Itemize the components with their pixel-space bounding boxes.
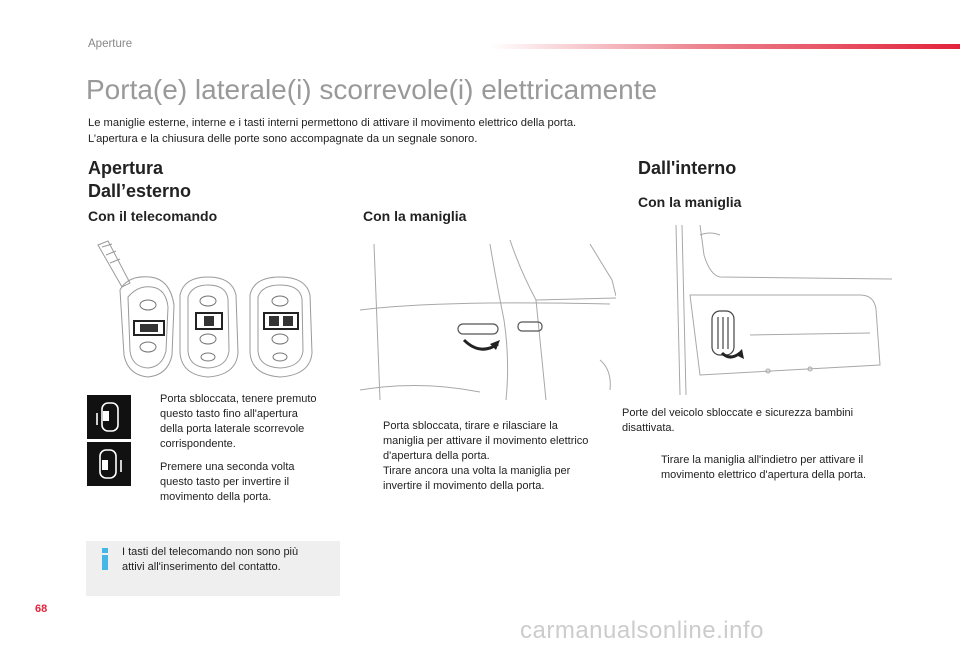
bullet-line: movimento della porta. [160,491,272,503]
interior-handle-illustration [660,225,892,395]
door-right-icon [87,442,131,486]
info-line: I tasti del telecomando non sono più [122,546,299,558]
bullet-line: Premere una seconda volta [160,461,295,473]
note-line: disattivata. [622,422,675,434]
right-note [622,406,902,436]
bullet-line: questo tasto fino all'apertura [160,408,298,420]
bullet-line: movimento elettrico d'apertura della porta. [661,469,867,481]
bullet-line: maniglia per attivare il movimento elettrico [383,435,589,447]
exterior-handle-illustration [360,240,616,400]
bullet-line: corrispondente. [160,438,236,450]
bullet-2-left [140,460,340,505]
note-line: Porte del veicolo sbloccate e sicurezza bambini [622,407,854,419]
heading-apertura: Apertura [88,158,164,178]
bullet-marker-icon [140,460,160,505]
remote-keys-illustration [88,235,338,385]
info-icon [98,547,112,571]
bullet-marker-icon [140,392,160,452]
intro-line: L’apertura e la chiusura delle porte sono accompagnate da un segnale sonoro. [88,133,478,145]
section-label: Aperture [88,38,133,50]
bullet-marker-icon [363,419,383,464]
intro-line: Le maniglie esterne, interne e i tasti interni permettono di attivare il movimento elettrico della porta. [88,117,577,129]
bullet-line: questo tasto per invertire il [160,476,290,488]
bullet-line: Porta sbloccata, tenere premuto [160,393,317,405]
heading-dall-esterno: Dall’esterno [88,181,192,201]
intro-text [88,115,576,147]
bullet-marker-icon [641,453,661,483]
subheading-maniglia-interna: Con la maniglia [638,194,742,210]
bullet-line: Porta sbloccata, tirare e rilasciare la [383,420,558,432]
watermark: carmanualsonline.info [520,617,764,644]
bullet-1-left [140,392,340,452]
bullet-line: invertire il movimento della porta. [383,480,545,492]
page-number: 68 [35,603,48,615]
bullet-line: della porta laterale scorrevole [160,423,305,435]
bullet-line: Tirare la maniglia all'indietro per attivare il [661,454,864,466]
bullets-middle [363,419,623,494]
heading-dall-interno: Dall'interno [638,158,737,178]
info-box [86,541,340,596]
subheading-maniglia-esterna: Con la maniglia [363,208,467,224]
door-left-icon [87,395,131,439]
bullet-line: d'apertura della porta. [383,450,490,462]
header-accent-bar [490,44,960,49]
bullet-marker-icon [363,464,383,494]
bullet-line: Tirare ancora una volta la maniglia per [383,465,571,477]
info-line: attivi all'inserimento del contatto. [122,561,281,573]
subheading-telecomando: Con il telecomando [88,208,218,224]
page-title: Porta(e) laterale(i) scorrevole(i) elettricamente [86,74,658,105]
bullets-right [641,453,911,483]
